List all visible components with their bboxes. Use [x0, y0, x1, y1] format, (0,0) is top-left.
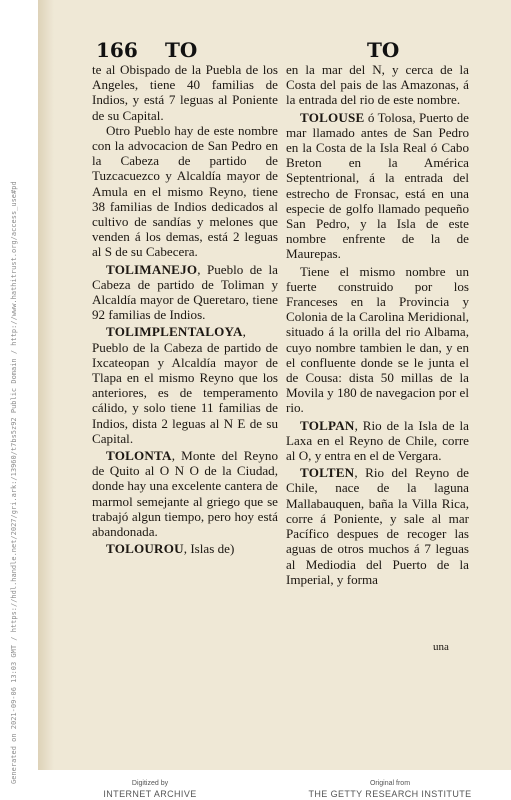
paragraph — [286, 264, 469, 416]
paragraph — [92, 448, 278, 539]
running-head-left: TO — [165, 38, 198, 62]
entry-headword: TOLIMANEJO — [106, 261, 198, 277]
catchword: una — [433, 641, 449, 653]
entry-headword: TOLTEN — [300, 465, 355, 481]
paragraph — [286, 110, 469, 262]
entry-headword: TOLOUSE — [300, 109, 365, 125]
paragraph — [92, 541, 278, 556]
entry-text: , Rio del Reyno de Chile, nace de la laguna Mallabauquen, baña la Villa Rica, corre á Poniente, y sale al mar Pacífico despues de recoger las aguas de otros muchos á 7 leguas al Mediodia del Puerto de la Imperial, y forma — [286, 465, 469, 587]
entry-text: , Islas de) — [183, 541, 235, 557]
credit-institution: INTERNET ARCHIVE — [103, 788, 197, 799]
entry-text: te al Obispado de la Puebla de los Angeles, tiene 40 familias de Indios, y está 7 leguas al Poniente de su Capital. — [92, 62, 278, 123]
original-from-credit — [290, 780, 490, 800]
digitized-by-credit — [70, 780, 230, 800]
entry-text: en la mar del N, y cerca de la Costa del pais de las Amazonas, á la entrada del rio de este nombre. — [286, 62, 469, 108]
entry-headword: TOLONTA — [106, 448, 172, 464]
text-column-right — [286, 62, 469, 587]
running-head-right: TO — [367, 38, 400, 62]
side-notice — [2, 14, 32, 784]
paragraph — [92, 324, 278, 446]
entry-text: Otro Pueblo hay de este nombre con la advocacion de San Pedro en la Cabeza de partido de Tuzcacuezco y Alcaldía mayor de Amula en el mismo Reyno, tiene 38 familias de Indios dedicados al cultivo de sandías y melones que venden á los demas, está 2 leguas al S de su Cabecera. — [92, 122, 278, 260]
paragraph — [286, 418, 469, 464]
entry-text: Tiene el mismo nombre un fuerte construido por los Franceses en la Provincia y Colonia de la Carolina Meridional, situado á la orilla del rio Albama, cuyo nombre tambien le dan, y en el confluente donde se le junta el de Cousa: dista 50 millas de la Movila y 180 de navegacion por el rio. — [286, 263, 469, 416]
page-number: 166 — [96, 38, 138, 62]
side-notice-text: Generated on 2021-09-06 13:03 GMT / https://hdl.handle.net/2027/gri.ark:/13960/t7bs5z92 Public Domain / http://www.hathitrust.org/access_use#pd — [10, 181, 18, 784]
text-column-left — [92, 62, 278, 557]
entry-headword: TOLPAN — [300, 417, 355, 433]
entry-text: ó Tolosa, Puerto de mar llamado antes de San Pedro en la Costa de la Isla Real ó Cabo Breton en la América Septentrional, á la entrada del estrecho de Fronsac, está en una especie de golfo llamado pequeño San Pedro, y la Isla de este nombre enfrente de la de Maurepas. — [286, 109, 469, 262]
credit-caption: Original from — [369, 780, 411, 787]
entry-text: , Rio de la Isla de la Laxa en el Reyno de Chile, corre al O, y entra en el de Vergara. — [286, 417, 469, 464]
digitization-footer — [0, 776, 511, 800]
entry-headword: TOLIMPLENTALOYA — [106, 324, 243, 340]
entry-text: , Pueblo de la Cabeza de partido de Toliman y Alcaldía mayor de Queretaro, tiene 92 familias de Indios. — [92, 261, 278, 323]
entry-text: , Monte del Reyno de Quito al O N O de la Ciudad, donde hay una excelente cantera de marmol semejante al griego que se trabajó algun tiempo, pero hoy está abandonada. — [92, 448, 278, 540]
paragraph — [92, 123, 278, 260]
entry-headword: TOLOUROU — [106, 541, 184, 557]
credit-caption: Digitized by — [131, 780, 169, 787]
paragraph — [286, 465, 469, 587]
credit-institution: THE GETTY RESEARCH INSTITUTE — [308, 788, 472, 799]
paragraph — [286, 62, 469, 108]
entry-text: , Pueblo de la Cabeza de partido de Ixcateopan y Alcaldía mayor de Tlapa en el mismo Reyno que los anteriores, es de temperamento cálido, y solo tiene 11 familias de Indios, dista 2 leguas al N E de su Capital. — [92, 324, 278, 446]
paragraph — [92, 262, 278, 323]
page-gutter-shadow — [38, 0, 54, 770]
paragraph — [92, 62, 278, 123]
